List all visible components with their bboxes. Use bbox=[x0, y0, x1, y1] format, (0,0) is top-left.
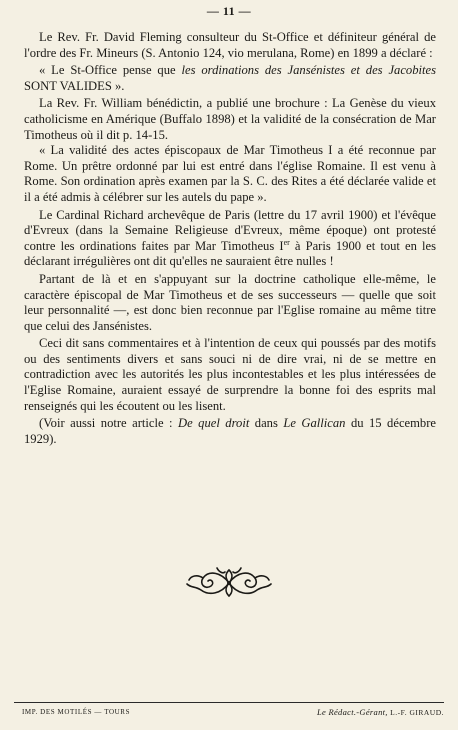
paragraph-p8 bbox=[24, 416, 436, 447]
text-run: De quel droit bbox=[178, 416, 250, 431]
text-run: dans bbox=[249, 416, 284, 431]
paragraph-p7 bbox=[24, 336, 436, 414]
paragraph-p4 bbox=[24, 143, 436, 205]
paragraph-p3 bbox=[24, 96, 436, 143]
text-run: er bbox=[283, 237, 290, 247]
text-run: Le Rev. Fr. David Fleming consulteur du St-Office et définiteur général de l'ordre des Fr. Mineurs (S. Antonio 124, vio merulana, Rome) en 1899 a déclaré : bbox=[24, 30, 436, 60]
text-run: Le Cardinal Richard archevêque de Paris (lettre du 17 avril 1900) et l'évêque d'Evreux (dans la Semaine Religieuse d'Evreux, même époque) ont protesté contre les ordinations faites par Mar Timotheus I bbox=[24, 207, 436, 253]
page-number: — 11 — bbox=[206, 4, 252, 18]
editor-credit bbox=[317, 707, 444, 717]
text-run: « Le St-Office pense que bbox=[39, 63, 182, 78]
footer-rule bbox=[14, 702, 444, 703]
editor-role: Le Rédact.-Gérant, bbox=[316, 707, 388, 717]
text-run: Le Gallican bbox=[283, 416, 346, 431]
footer bbox=[14, 707, 444, 717]
fleuron-ornament bbox=[181, 562, 277, 604]
text-run: les ordinations des Jansénistes et des Jacobites bbox=[181, 63, 436, 78]
text-run: « La validité des actes épiscopaux de Mar Timotheus I a été reconnue par Rome. Un prêtre ordonné par lui est entré dans l'église Romaine. Il est venu à Rome. Son ordination après examen par la S. C. des Rites a été déclarée valide et il a été admis à célébrer sur les autels du pape ». bbox=[24, 143, 436, 204]
body-text bbox=[24, 30, 436, 447]
paragraph-p1 bbox=[24, 30, 436, 61]
text-run: Ceci dit sans commentaires et à l'intention de ceux qui poussés par des motifs ou des sentiments divers et sans souci ni de dire vrai, ni de se mettre en contradiction avec les autorités les plus incontestables et les plus intéressées de l'Eglise Romaine, auraient essayé de surprendre la bonne foi des esprits mal renseignés qui les écoutent ou les lisent. bbox=[24, 336, 436, 413]
text-run: à Paris 1900 et tout en les déclarant irrégulières ont dit qu'elles ne sauraient être nulles ! bbox=[24, 238, 437, 269]
text-run: La Rev. Fr. William bénédictin, a publié une brochure : La Genèse du vieux catholicisme en Amérique (Buffalo 1898) et la validité de la consécration de Mar Timotheus où il dit p. 14-15. bbox=[24, 96, 436, 142]
text-run: Partant de là et en s'appuyant sur la doctrine catholique elle-même, le caractère épiscopal de Mar Timotheus et de ses successeurs — quelle que soit leur personnalité —, est donc bien reconnue par l'Eglise romaine au même titre que celui des Jansénistes. bbox=[24, 271, 436, 333]
paragraph-p6 bbox=[24, 272, 436, 334]
text-run: (Voir aussi notre article : bbox=[39, 416, 178, 431]
text-run: du 15 décembre 1929). bbox=[24, 416, 437, 446]
editor-name: L.-F. GIRAUD. bbox=[390, 708, 444, 717]
paragraph-p2 bbox=[24, 63, 436, 94]
text-run: SONT VALIDES ». bbox=[24, 78, 125, 93]
printer-credit: IMP. DES MOTILÉS — TOURS bbox=[22, 708, 131, 716]
paragraph-p5 bbox=[24, 208, 436, 270]
